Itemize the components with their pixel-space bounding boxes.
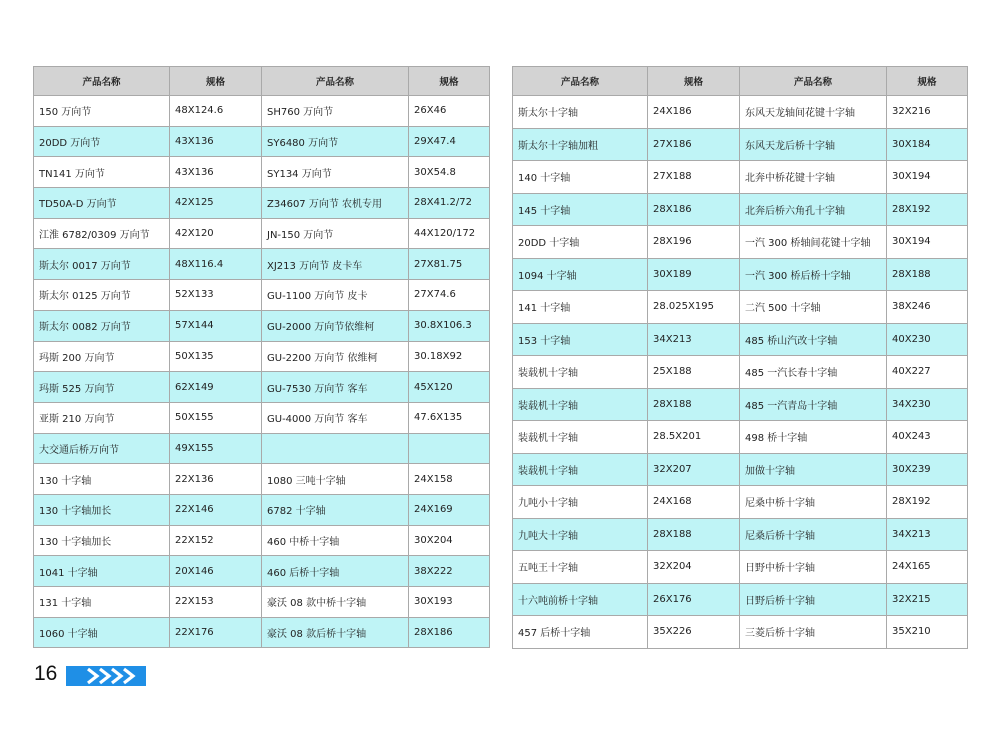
header-spec: 规格: [170, 67, 262, 96]
spec-cell: 62X149: [170, 372, 262, 403]
spec-cell: 44X120/172: [409, 218, 490, 249]
product-name-cell: 东风天龙轴间花键十字轴: [740, 96, 887, 129]
spec-cell: 28X186: [409, 617, 490, 648]
table-row: [513, 128, 968, 161]
spec-cell: 24X158: [409, 464, 490, 495]
product-name-cell: 1041 十字轴: [34, 556, 170, 587]
product-name-cell: 130 十字轴: [34, 464, 170, 495]
table-row: [34, 372, 490, 403]
product-name-cell: 1094 十字轴: [513, 258, 648, 291]
spec-cell: 30X194: [887, 161, 968, 194]
spec-cell: 42X120: [170, 218, 262, 249]
table-row: [34, 157, 490, 188]
product-name-cell: 装载机十字轴: [513, 453, 648, 486]
product-name-cell: 江淮 6782/0309 万向节: [34, 218, 170, 249]
spec-cell: 32X207: [648, 453, 740, 486]
spec-cell: 30X194: [887, 226, 968, 259]
spec-cell: 38X246: [887, 291, 968, 324]
spec-cell: 42X125: [170, 188, 262, 219]
chevron-arrows-icon: [66, 666, 146, 686]
table-row: [513, 518, 968, 551]
product-name-cell: 20DD 十字轴: [513, 226, 648, 259]
spec-cell: 27X188: [648, 161, 740, 194]
product-name-cell: GU-2000 万向节依维柯: [262, 310, 409, 341]
page-number: 16: [34, 662, 58, 685]
spec-cell: 28X192: [887, 193, 968, 226]
product-name-cell: 二汽 500 十字轴: [740, 291, 887, 324]
table-row: [513, 323, 968, 356]
spec-cell: 28.5X201: [648, 421, 740, 454]
product-name-cell: 玛斯 200 万向节: [34, 341, 170, 372]
spec-cell: 28X41.2/72: [409, 188, 490, 219]
product-name-cell: GU-7530 万向节 客车: [262, 372, 409, 403]
spec-cell: 27X74.6: [409, 280, 490, 311]
table-row: [513, 616, 968, 649]
table-row: [34, 188, 490, 219]
product-name-cell: 6782 十字轴: [262, 494, 409, 525]
product-name-cell: SY6480 万向节: [262, 126, 409, 157]
spec-cell: 29X47.4: [409, 126, 490, 157]
spec-cell: 35X226: [648, 616, 740, 649]
product-name-cell: 一汽 300 桥后桥十字轴: [740, 258, 887, 291]
spec-cell: 49X155: [170, 433, 262, 464]
spec-cell: 35X210: [887, 616, 968, 649]
product-name-cell: 457 后桥十字轴: [513, 616, 648, 649]
spec-cell: 30X239: [887, 453, 968, 486]
spec-cell: 22X176: [170, 617, 262, 648]
spec-cell: 28X188: [648, 518, 740, 551]
product-name-cell: [262, 433, 409, 464]
spec-cell: 30X189: [648, 258, 740, 291]
table-row: [513, 583, 968, 616]
product-name-cell: 460 中桥十字轴: [262, 525, 409, 556]
table-row: [34, 280, 490, 311]
spec-cell: 22X146: [170, 494, 262, 525]
product-name-cell: 485 一汽青岛十字轴: [740, 388, 887, 421]
product-name-cell: SH760 万向节: [262, 96, 409, 127]
header-product-name: 产品名称: [34, 67, 170, 96]
table-row: [34, 126, 490, 157]
product-name-cell: XJ213 万向节 皮卡车: [262, 249, 409, 280]
table-row: [513, 193, 968, 226]
product-name-cell: 20DD 万向节: [34, 126, 170, 157]
product-name-cell: 亚斯 210 万向节: [34, 402, 170, 433]
header-product-name: 产品名称: [262, 67, 409, 96]
spec-cell: 50X155: [170, 402, 262, 433]
product-name-cell: 485 桥山汽改十字轴: [740, 323, 887, 356]
spec-cell: 24X186: [648, 96, 740, 129]
spec-cell: 52X133: [170, 280, 262, 311]
product-name-cell: 145 十字轴: [513, 193, 648, 226]
spec-cell: 27X81.75: [409, 249, 490, 280]
spec-cell: 22X153: [170, 587, 262, 618]
product-name-cell: 五吨王十字轴: [513, 551, 648, 584]
product-table-left: [33, 66, 490, 648]
product-name-cell: 装载机十字轴: [513, 421, 648, 454]
spec-cell: 43X136: [170, 157, 262, 188]
spec-cell: 43X136: [170, 126, 262, 157]
spec-cell: 30X54.8: [409, 157, 490, 188]
spec-cell: 32X215: [887, 583, 968, 616]
product-name-cell: 三菱后桥十字轴: [740, 616, 887, 649]
spec-cell: 25X188: [648, 356, 740, 389]
spec-cell: 34X230: [887, 388, 968, 421]
spec-cell: 30X204: [409, 525, 490, 556]
table-row: [513, 551, 968, 584]
product-name-cell: 498 桥十字轴: [740, 421, 887, 454]
spec-cell: 27X186: [648, 128, 740, 161]
product-name-cell: 豪沃 08 款后桥十字轴: [262, 617, 409, 648]
table-row: [34, 341, 490, 372]
spec-cell: 30X193: [409, 587, 490, 618]
table-row: [513, 421, 968, 454]
table-row: [34, 464, 490, 495]
product-name-cell: 130 十字轴加长: [34, 525, 170, 556]
product-table-right: [512, 66, 968, 649]
product-name-cell: GU-4000 万向节 客车: [262, 402, 409, 433]
product-name-cell: 1060 十字轴: [34, 617, 170, 648]
product-name-cell: 尼桑后桥十字轴: [740, 518, 887, 551]
product-name-cell: 北奔中桥花键十字轴: [740, 161, 887, 194]
spec-cell: 32X216: [887, 96, 968, 129]
spec-cell: 28.025X195: [648, 291, 740, 324]
table-header-row: [513, 67, 968, 96]
table-row: [513, 486, 968, 519]
spec-cell: 34X213: [887, 518, 968, 551]
spec-cell: 22X152: [170, 525, 262, 556]
product-name-cell: Z34607 万向节 农机专用: [262, 188, 409, 219]
spec-cell: 48X124.6: [170, 96, 262, 127]
product-name-cell: GU-2200 万向节 依维柯: [262, 341, 409, 372]
table-row: [513, 258, 968, 291]
spec-cell: 57X144: [170, 310, 262, 341]
table-row: [34, 218, 490, 249]
table-row: [513, 161, 968, 194]
table-row: [34, 587, 490, 618]
table-row: [513, 291, 968, 324]
product-name-cell: 140 十字轴: [513, 161, 648, 194]
spec-cell: 26X176: [648, 583, 740, 616]
product-name-cell: 日野后桥十字轴: [740, 583, 887, 616]
product-name-cell: 斯太尔 0125 万向节: [34, 280, 170, 311]
table-row: [34, 249, 490, 280]
table-row: [34, 525, 490, 556]
table-row: [513, 96, 968, 129]
product-name-cell: 131 十字轴: [34, 587, 170, 618]
product-name-cell: 豪沃 08 款中桥十字轴: [262, 587, 409, 618]
table-row: [34, 96, 490, 127]
product-name-cell: JN-150 万向节: [262, 218, 409, 249]
product-name-cell: 153 十字轴: [513, 323, 648, 356]
product-name-cell: 斯太尔十字轴加粗: [513, 128, 648, 161]
product-name-cell: 斯太尔 0017 万向节: [34, 249, 170, 280]
table-row: [34, 556, 490, 587]
spec-cell: 28X192: [887, 486, 968, 519]
table-row: [513, 226, 968, 259]
header-spec: 规格: [648, 67, 740, 96]
product-name-cell: TD50A-D 万向节: [34, 188, 170, 219]
product-name-cell: 装载机十字轴: [513, 356, 648, 389]
table-row: [513, 388, 968, 421]
spec-cell: 40X230: [887, 323, 968, 356]
product-name-cell: 斯太尔十字轴: [513, 96, 648, 129]
product-name-cell: 北奔后桥六角孔十字轴: [740, 193, 887, 226]
spec-cell: 40X243: [887, 421, 968, 454]
product-name-cell: 玛斯 525 万向节: [34, 372, 170, 403]
table-row: [34, 402, 490, 433]
product-name-cell: SY134 万向节: [262, 157, 409, 188]
spec-cell: 28X186: [648, 193, 740, 226]
product-name-cell: 装载机十字轴: [513, 388, 648, 421]
spec-cell: 32X204: [648, 551, 740, 584]
product-name-cell: 尼桑中桥十字轴: [740, 486, 887, 519]
spec-cell: 47.6X135: [409, 402, 490, 433]
product-name-cell: 斯太尔 0082 万向节: [34, 310, 170, 341]
spec-cell: 45X120: [409, 372, 490, 403]
spec-cell: 30.8X106.3: [409, 310, 490, 341]
table-row: [34, 310, 490, 341]
product-name-cell: 十六吨前桥十字轴: [513, 583, 648, 616]
spec-cell: 28X196: [648, 226, 740, 259]
spec-cell: 20X146: [170, 556, 262, 587]
spec-cell: 40X227: [887, 356, 968, 389]
product-name-cell: 485 一汽长春十字轴: [740, 356, 887, 389]
product-name-cell: 大交通后桥万向节: [34, 433, 170, 464]
product-name-cell: 九吨大十字轴: [513, 518, 648, 551]
spec-cell: 28X188: [648, 388, 740, 421]
spec-cell: 24X169: [409, 494, 490, 525]
header-spec: 规格: [409, 67, 490, 96]
product-name-cell: 150 万向节: [34, 96, 170, 127]
product-name-cell: 日野中桥十字轴: [740, 551, 887, 584]
product-name-cell: 1080 三吨十字轴: [262, 464, 409, 495]
spec-cell: 30X184: [887, 128, 968, 161]
spec-cell: 38X222: [409, 556, 490, 587]
table-row: [34, 494, 490, 525]
spec-cell: [409, 433, 490, 464]
table-header-row: [34, 67, 490, 96]
table-row: [34, 433, 490, 464]
header-spec: 规格: [887, 67, 968, 96]
spec-cell: 50X135: [170, 341, 262, 372]
spec-cell: 28X188: [887, 258, 968, 291]
spec-cell: 26X46: [409, 96, 490, 127]
product-name-cell: 141 十字轴: [513, 291, 648, 324]
product-name-cell: GU-1100 万向节 皮卡: [262, 280, 409, 311]
spec-cell: 24X168: [648, 486, 740, 519]
table-row: [34, 617, 490, 648]
spec-cell: 48X116.4: [170, 249, 262, 280]
spec-cell: 24X165: [887, 551, 968, 584]
product-name-cell: 130 十字轴加长: [34, 494, 170, 525]
spec-cell: 34X213: [648, 323, 740, 356]
table-row: [513, 453, 968, 486]
spec-cell: 22X136: [170, 464, 262, 495]
header-product-name: 产品名称: [513, 67, 648, 96]
product-name-cell: 九吨小十字轴: [513, 486, 648, 519]
spec-cell: 30.18X92: [409, 341, 490, 372]
product-name-cell: TN141 万向节: [34, 157, 170, 188]
table-row: [513, 356, 968, 389]
product-name-cell: 一汽 300 桥轴间花键十字轴: [740, 226, 887, 259]
header-product-name: 产品名称: [740, 67, 887, 96]
product-name-cell: 加做十字轴: [740, 453, 887, 486]
product-name-cell: 东风天龙后桥十字轴: [740, 128, 887, 161]
product-name-cell: 460 后桥十字轴: [262, 556, 409, 587]
